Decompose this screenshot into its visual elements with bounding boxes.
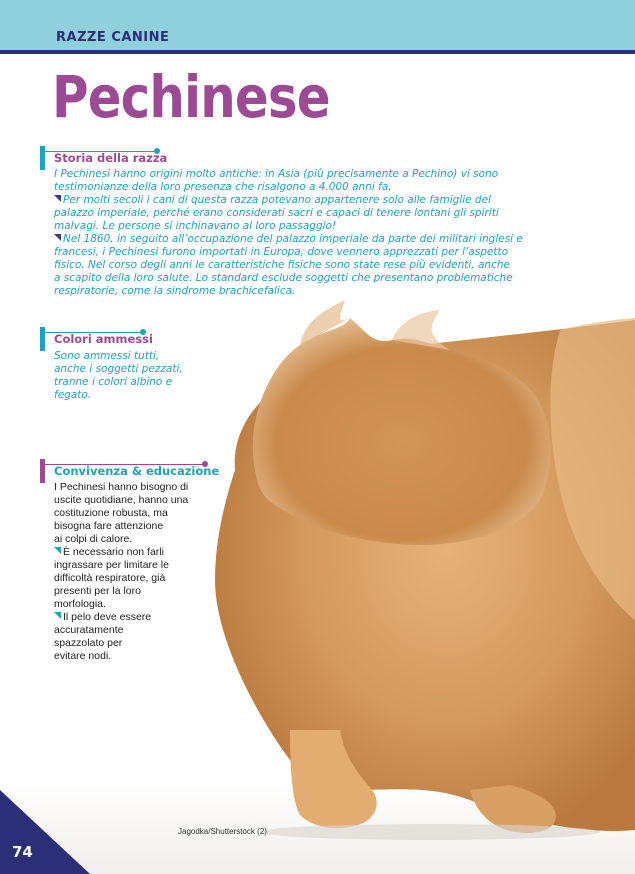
text-line: I Pechinesi hanno bisogno di (54, 481, 189, 493)
text-line: respiratorie, come la sindrome brachicefalica. (54, 285, 296, 297)
text-line: spazzolato per (54, 637, 123, 649)
text-line: francesi, i Pechinesi furono importati in Europa, dove vennero apprezzati per l’aspetto (54, 246, 509, 258)
text-line: fisico. Nel corso degli anni le caratteristiche fisiche sono state rese più evidenti, anche (54, 259, 510, 271)
section-heading: Convivenza & educazione (54, 464, 220, 478)
convivenza-text (54, 481, 188, 663)
section-header-colori (40, 327, 153, 351)
section-heading: Colori ammessi (54, 332, 153, 346)
text-line: ai colpi di calore. (54, 533, 133, 545)
section-accent-bar (40, 146, 45, 170)
text-line: Per molti secoli i cani di questa razza potevano appartenere solo alle famiglie del (54, 194, 523, 207)
bullet-triangle-icon (54, 612, 61, 619)
text-line: Sono ammessi tutti, (54, 350, 160, 362)
text-line: bisogna fare attenzione (54, 520, 164, 532)
text-line: presenti per la loro (54, 585, 141, 597)
text-line: difficoltà respiratore, già (54, 572, 166, 584)
text-line: testimonianze della loro presenza che risalgono a 4.000 anni fa. (54, 181, 392, 193)
text-line: morfologia. (54, 598, 106, 610)
text-line: anche i soggetti pezzati, (54, 363, 183, 375)
bullet-triangle-icon (54, 195, 61, 202)
page-number: 74 (12, 843, 33, 861)
photo-credit: Jagodka/Shutterstock (2) (178, 827, 267, 836)
text-line: ingrassare per limitare le (54, 559, 169, 571)
section-header-storia (40, 146, 170, 170)
text-line: accuratamente (54, 624, 124, 636)
text-line: fegato. (54, 389, 92, 401)
text-line: uscite quotidiane, hanno una (54, 494, 189, 506)
section-label: RAZZE CANINE (56, 30, 170, 45)
page-corner-triangle (0, 790, 90, 874)
text-line: Nel 1860, in seguito all’occupazione del palazzo imperiale da parte dei militari inglesi e (54, 233, 523, 246)
section-heading: Storia della razza (54, 151, 168, 165)
text-line: evitare nodi. (54, 650, 112, 662)
section-accent-bar (40, 459, 45, 483)
text-line: I Pechinesi hanno origini molto antiche: in Asia (più precisamente a Pechino) vi sono (54, 168, 499, 180)
section-header-convivenza (40, 459, 220, 483)
text-line: palazzo imperiale, perché erano considerati sacri e capaci di tenere lontani gli spiriti (54, 207, 499, 219)
text-line: Il pelo deve essere (54, 611, 188, 624)
text-line: a scapito della loro salute. Lo standard esclude soggetti che presentano problematiche (54, 272, 513, 284)
storia-text (54, 168, 523, 298)
text-line: tranne i colori albino e (54, 376, 173, 388)
page-title: Pechinese (52, 63, 330, 131)
text-line: costituzione robusta, ma (54, 507, 168, 519)
text-line: malvagi. Le persone si inchinavano al loro passaggio! (54, 220, 337, 232)
section-accent-bar (40, 327, 45, 351)
bullet-triangle-icon (54, 234, 61, 241)
bullet-triangle-icon (54, 547, 61, 554)
text-line: È necessario non farli (54, 546, 188, 559)
colori-text (54, 350, 183, 402)
